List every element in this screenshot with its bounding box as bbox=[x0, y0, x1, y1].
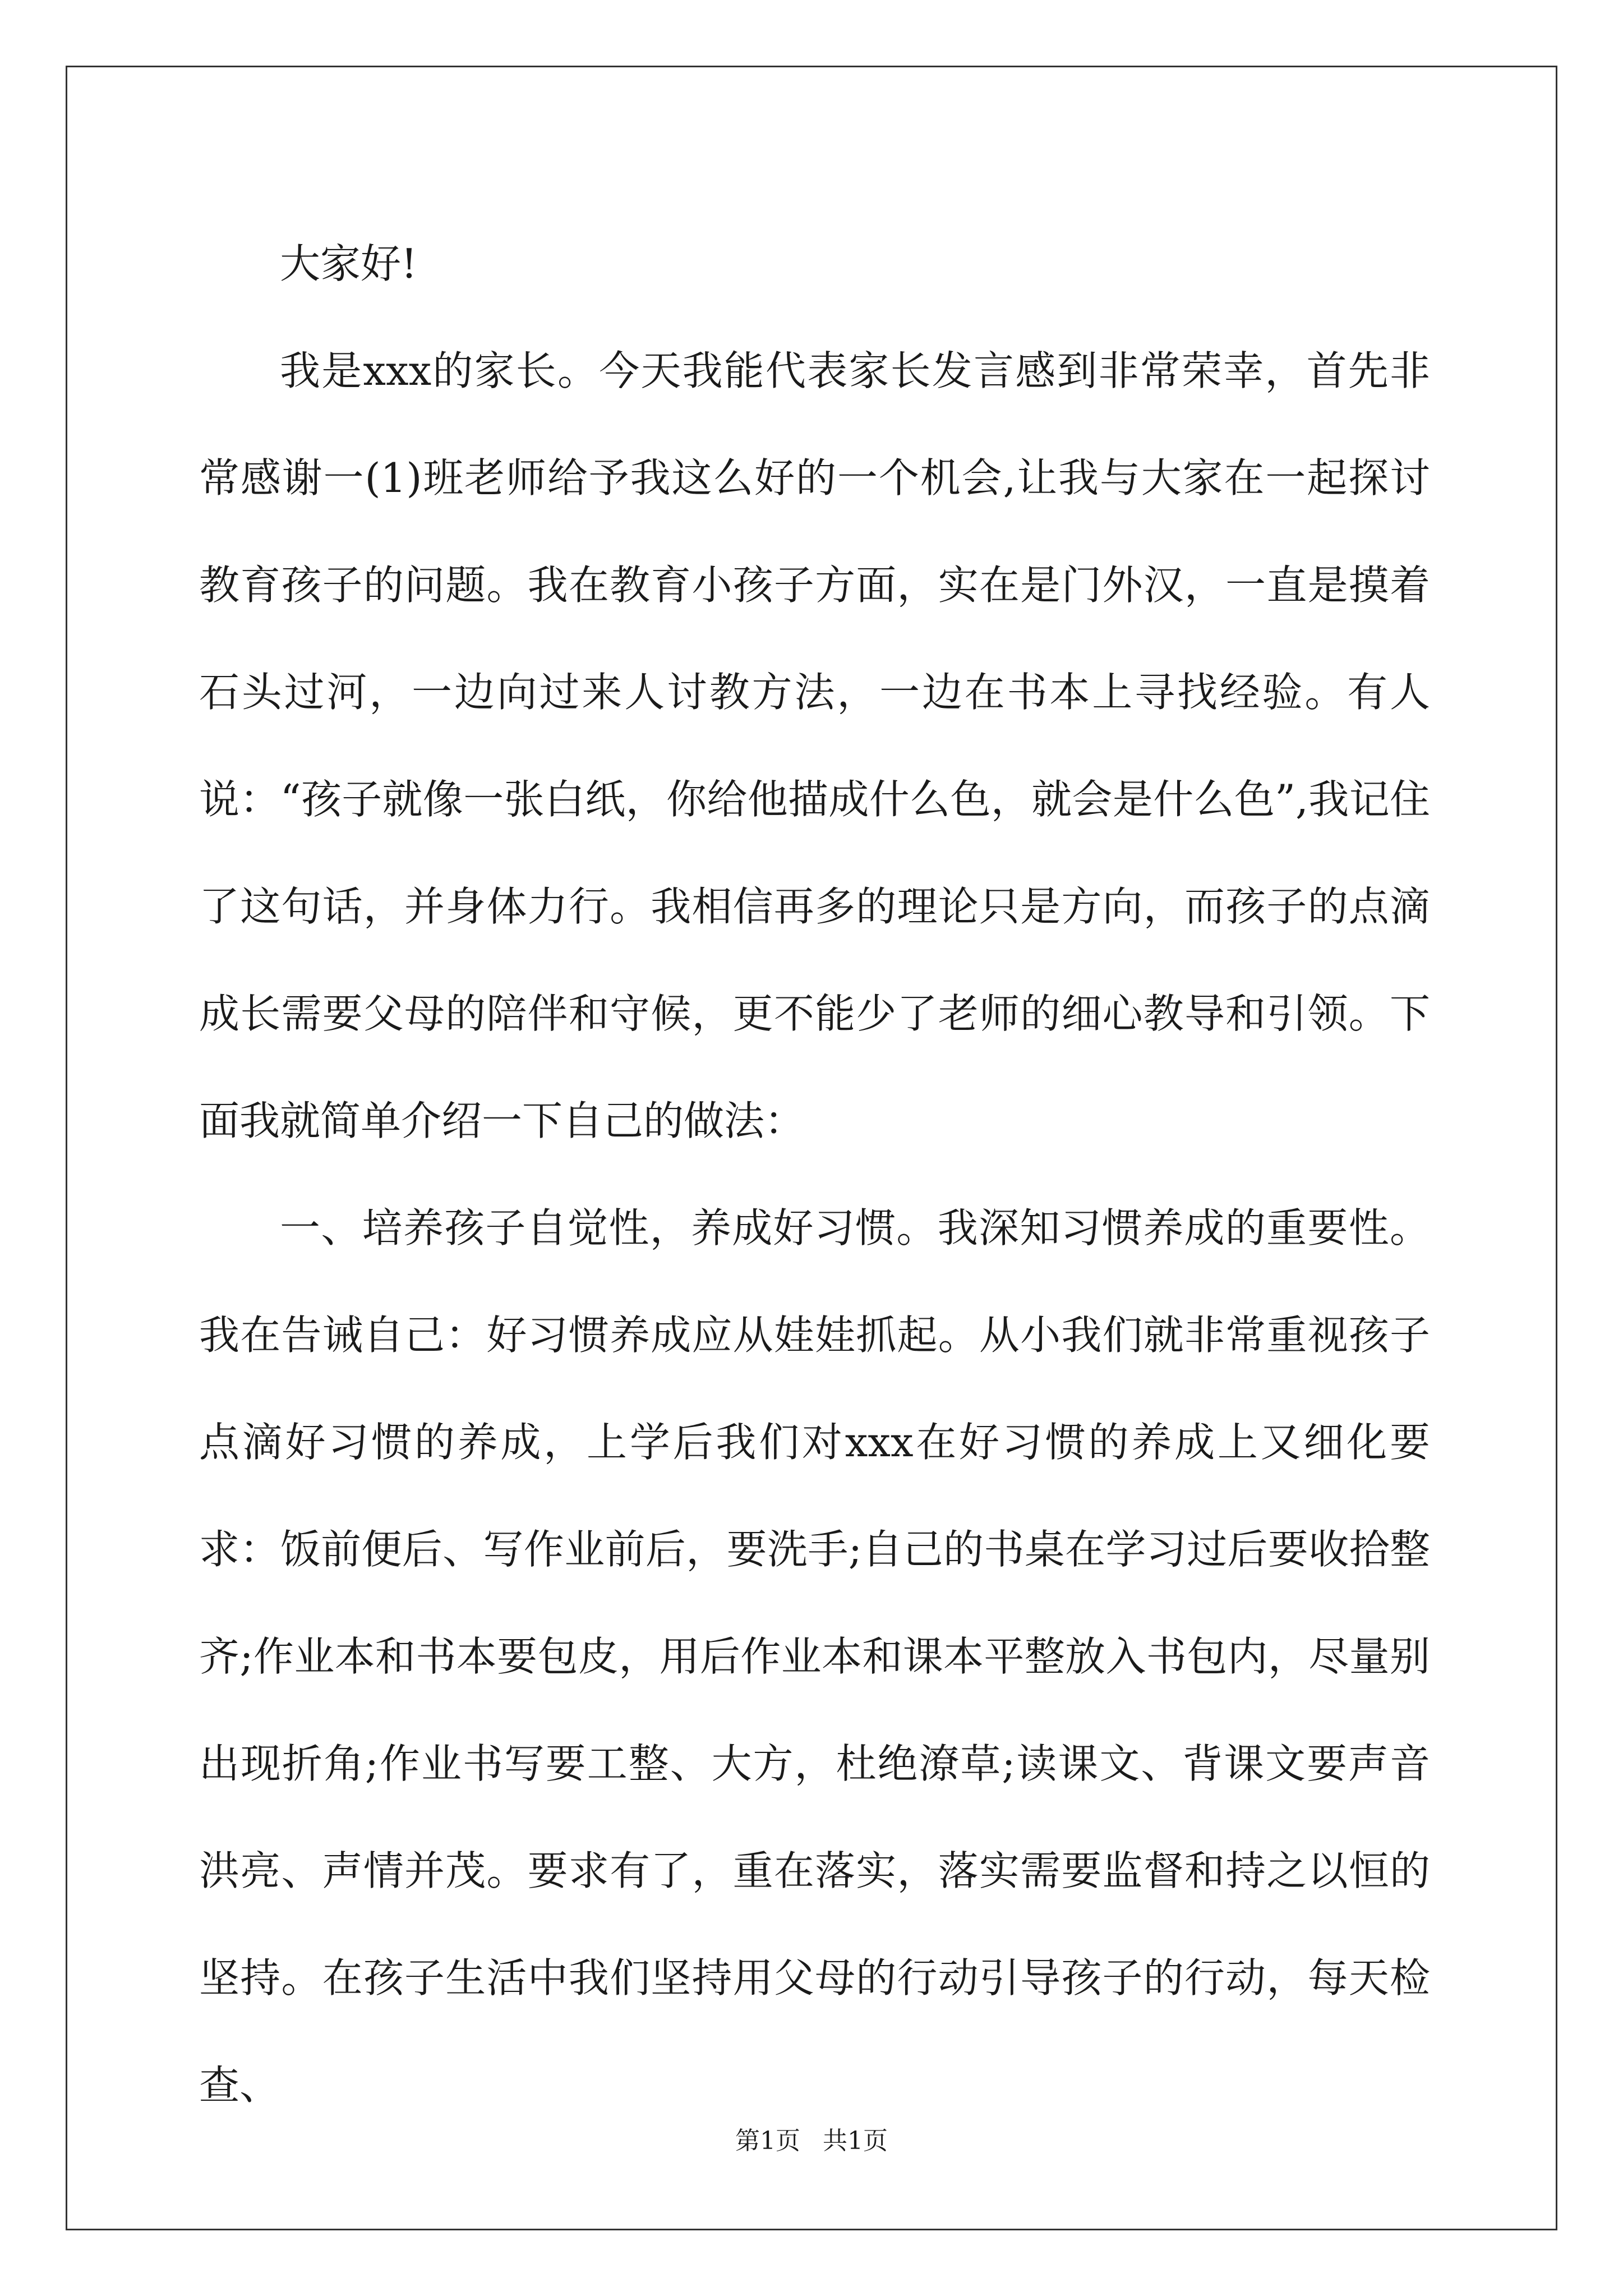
intro-paragraph: 我是xxx的家长。今天我能代表家长发言感到非常荣幸，首先非常感谢一(1)班老师给予我这么好的一个机会,让我与大家在一起探讨教育孩子的问题。我在教育小孩子方面，实在是门外汉，一直是摸着石头过河，一边向过来人讨教方法，一边在书本上寻找经验。有人说：“孩子就像一张白纸，你给他描成什么色，就会是什么色”,我记住了这句话，并身体力行。我相信再多的理论只是方向，而孩子的点滴成长需要父母的陪伴和守候，更不能少了老师的细心教导和引领。下面我就简单介绍一下自己的做法： bbox=[199, 347, 1430, 1144]
habit-paragraph: 一、培养孩子自觉性，养成好习惯。我深知习惯养成的重要性。我在告诫自己：好习惯养成应从娃娃抓起。从小我们就非常重视孩子点滴好习惯的养成，上学后我们对xxx在好习惯的养成上又细化要求：饭前便后、写作业前后，要洗手;自己的书桌在学习过后要收拾整齐;作业本和书本要包皮，用后作业本和课本平整放入书包内，尽量别出现折角;作业书写要工整、大方，杜绝潦草;读课文、背课文要声音洪亮、声情并茂。要求有了，重在落实，落实需要监督和持之以恒的坚持。在孩子生活中我们坚持用父母的行动引导孩子的行动，每天检查、 bbox=[199, 1204, 1430, 2109]
page-number-current: 第1页 bbox=[735, 2127, 800, 2155]
page-number-total: 共1页 bbox=[823, 2127, 888, 2155]
greeting-paragraph: 大家好! bbox=[280, 240, 417, 287]
page-footer bbox=[0, 2120, 1623, 2156]
document-body bbox=[199, 210, 1430, 2139]
